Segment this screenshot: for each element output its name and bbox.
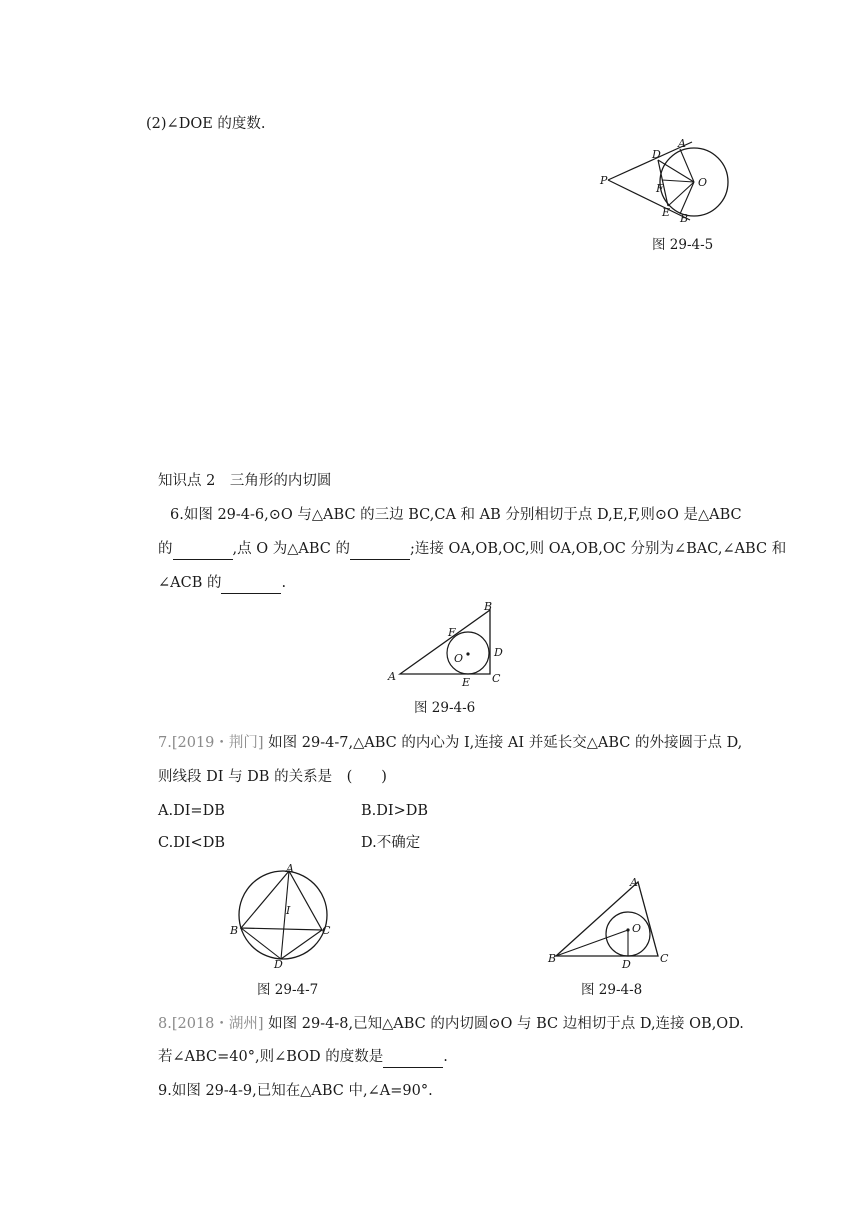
q7-option-a[interactable]: A.DI=DB <box>158 803 225 819</box>
q6-line3 <box>158 573 286 594</box>
q8-text: 如图 29-4-8,已知△ABC 的内切圆⊙O 与 BC 边相切于点 D,连接 OB,OD. <box>268 1016 744 1032</box>
fig7-label-a: A <box>286 862 294 875</box>
q6-blank-3[interactable] <box>221 573 281 594</box>
q6-line2-mid: ,点 O 为△ABC 的 <box>232 541 350 557</box>
section-heading: 知识点 2 三角形的内切圆 <box>158 473 332 489</box>
q7-option-b[interactable]: B.DI>DB <box>361 803 429 819</box>
fig7-label-i: I <box>286 904 291 917</box>
fig5-label-e: E <box>662 206 671 219</box>
fig8-label-a: A <box>630 876 638 889</box>
fig6-label-e: E <box>462 676 471 689</box>
figure-29-4-5 <box>596 136 736 228</box>
q8-source: 8.[2018・湖州] <box>158 1016 264 1032</box>
figure-29-4-5-caption: 图 29-4-5 <box>652 237 714 253</box>
figure-29-4-6 <box>384 598 510 690</box>
fig5-label-p: P <box>600 174 608 187</box>
q8-line2 <box>158 1047 448 1068</box>
fig8-label-d: D <box>622 958 631 968</box>
fig6-label-o: O <box>454 652 464 665</box>
q8-line2-start: 若∠ABC=40°,则∠BOD 的度数是 <box>158 1049 384 1065</box>
fig8-label-c: C <box>660 952 669 965</box>
fig6-label-c: C <box>492 672 501 685</box>
fig8-label-o: O <box>632 922 642 935</box>
fig5-label-b: B <box>680 212 689 225</box>
figure-29-4-6-caption: 图 29-4-6 <box>414 700 476 716</box>
fig5-label-o: O <box>698 176 708 189</box>
q6-line3-start: ∠ACB 的 <box>158 575 222 591</box>
q6-line2-end: ;连接 OA,OB,OC,则 OA,OB,OC 分别为∠BAC,∠ABC 和 <box>409 541 787 557</box>
q9: 9.如图 29-4-9,已知在△ABC 中,∠A=90°. <box>158 1083 433 1099</box>
q8-blank[interactable] <box>383 1047 443 1068</box>
fig6-label-a: A <box>388 670 396 683</box>
q5-part2: (2)∠DOE 的度数. <box>146 116 266 132</box>
fig5-label-d: D <box>652 148 661 161</box>
q8-line2-end: . <box>443 1049 448 1065</box>
fig5-label-a: A <box>678 137 686 150</box>
q6-line2 <box>158 539 786 560</box>
figure-29-4-8-caption: 图 29-4-8 <box>581 982 643 998</box>
fig7-label-d: D <box>274 958 283 970</box>
q7-source: 7.[2019・荆门] <box>158 735 264 751</box>
fig6-label-b: B <box>484 600 493 613</box>
q6-line3-end: . <box>281 575 287 591</box>
q7-text: 如图 29-4-7,△ABC 的内心为 I,连接 AI 并延长交△ABC 的外接圆于点 D, <box>268 735 743 751</box>
figure-29-4-8 <box>546 872 674 968</box>
fig6-label-f: F <box>448 626 456 639</box>
q8-line1 <box>158 1014 744 1034</box>
figure-29-4-7 <box>226 860 338 970</box>
q7-line2: 则线段 DI 与 DB 的关系是 ( ) <box>158 769 387 785</box>
q7-option-d[interactable]: D.不确定 <box>361 835 421 851</box>
fig6-label-d: D <box>494 646 503 659</box>
q6-line1: 6.如图 29-4-6,⊙O 与△ABC 的三边 BC,CA 和 AB 分别相切于点 D,E,F,则⊙O 是△ABC <box>170 507 742 523</box>
fig8-label-b: B <box>548 952 557 965</box>
q7-option-c[interactable]: C.DI<DB <box>158 835 225 851</box>
q6-blank-2[interactable] <box>350 539 410 560</box>
q6-blank-1[interactable] <box>173 539 233 560</box>
figure-29-4-7-caption: 图 29-4-7 <box>257 982 319 998</box>
fig7-label-c: C <box>322 924 331 937</box>
q7-line1 <box>158 733 742 753</box>
fig7-label-b: B <box>230 924 239 937</box>
q6-line2-start: 的 <box>158 541 173 557</box>
fig5-label-f: F <box>656 182 664 195</box>
